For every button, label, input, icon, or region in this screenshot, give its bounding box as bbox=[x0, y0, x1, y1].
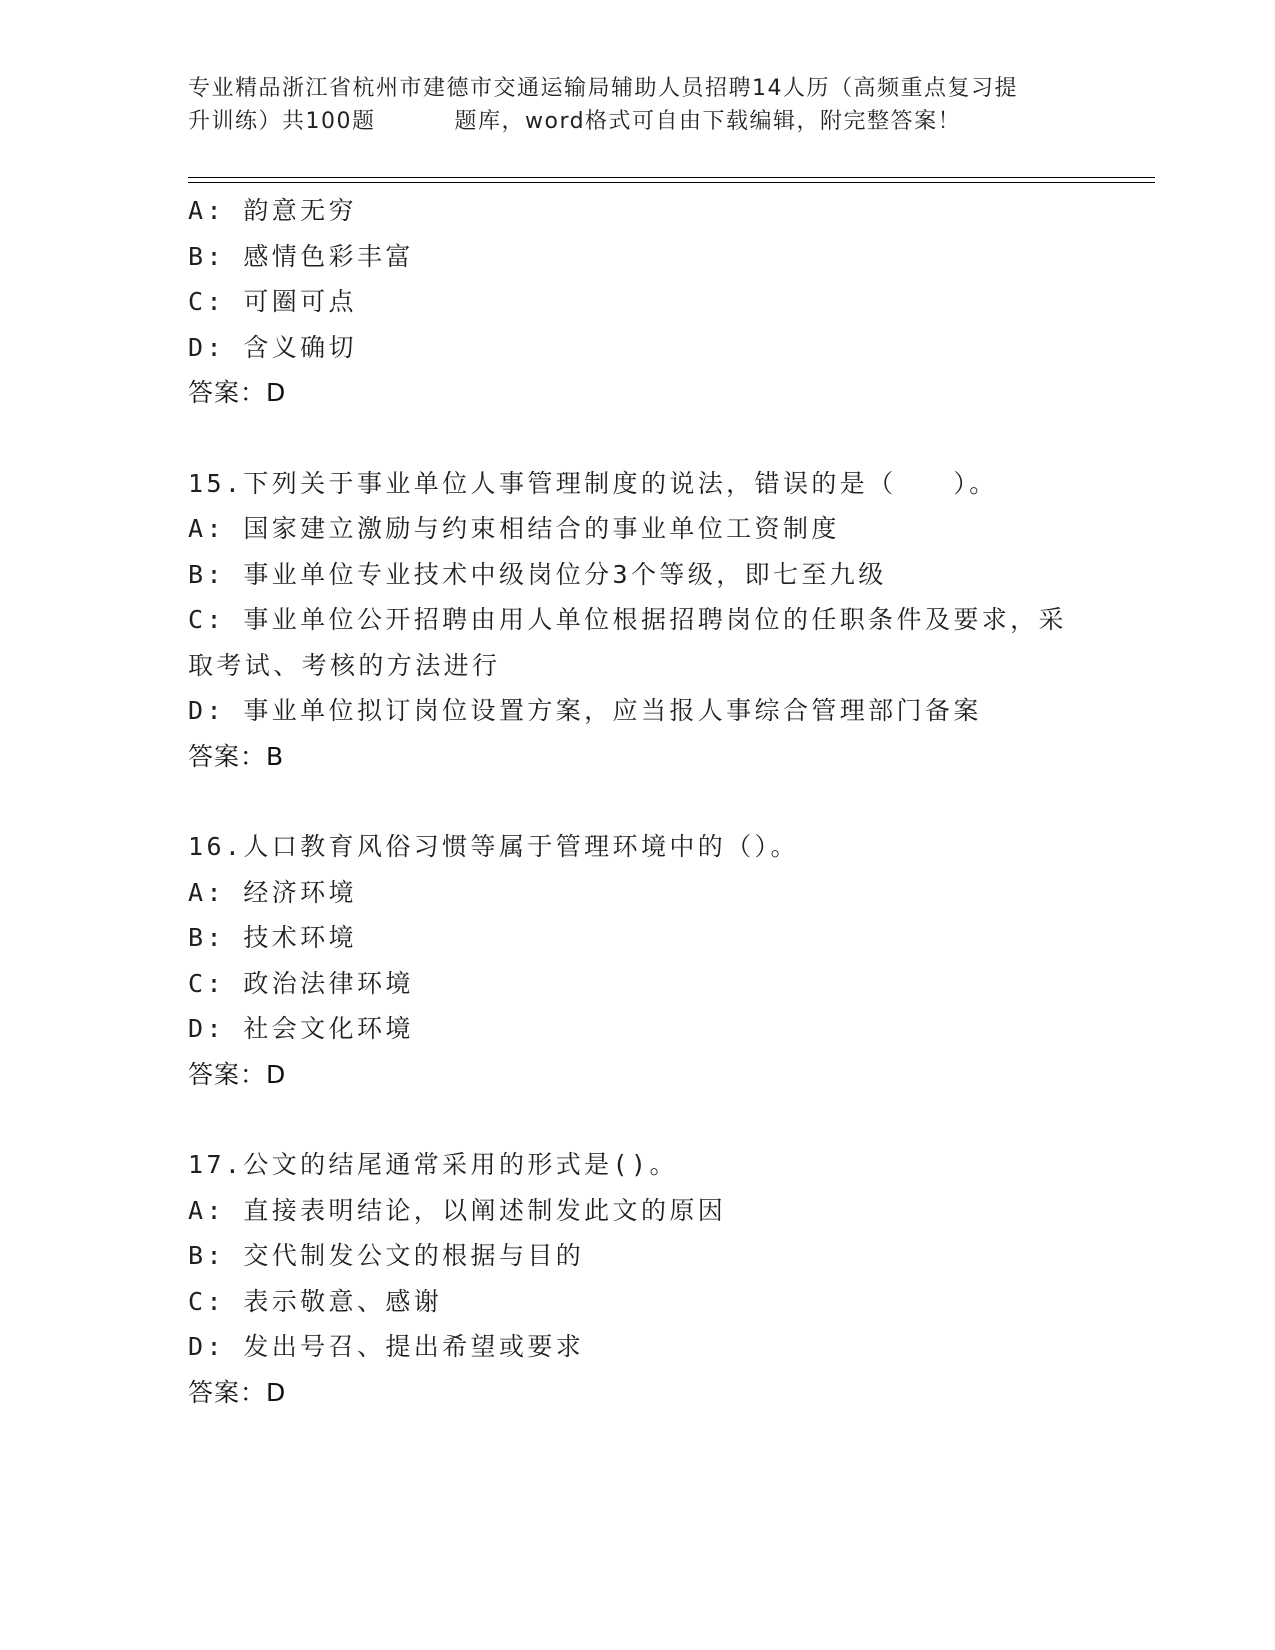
option-b: B: 交代制发公文的根据与目的 bbox=[188, 1241, 585, 1270]
answer-line: 答案：D bbox=[188, 378, 287, 407]
option-d: D: 含义确切 bbox=[188, 332, 357, 362]
option-b: B: 事业单位专业技术中级岗位分3个等级，即七至九级 bbox=[188, 559, 887, 589]
option-a: A: 国家建立激励与约束相结合的事业单位工资制度 bbox=[188, 514, 840, 543]
question-14-block bbox=[188, 188, 1088, 416]
option-c: C: 事业单位公开招聘由用人单位根据招聘岗位的任职条件及要求，采 bbox=[188, 605, 1067, 634]
option-d: D: 事业单位拟订岗位设置方案，应当报人事综合管理部门备案 bbox=[188, 696, 982, 725]
question-list bbox=[188, 188, 1088, 1415]
header-divider-bottom bbox=[188, 182, 1155, 183]
option-c-continuation: 取考试、考核的方法进行 bbox=[188, 650, 501, 680]
answer-line: 答案：B bbox=[188, 741, 285, 771]
option-b: B: 技术环境 bbox=[188, 923, 357, 952]
option-c: C: 政治法律环境 bbox=[188, 968, 414, 998]
header-title-line-1: 专业精品浙江省杭州市建德市交通运输局辅助人员招聘14人历（高频重点复习提 bbox=[188, 76, 1018, 101]
option-c: C: 可圈可点 bbox=[188, 287, 357, 316]
option-a: A: 经济环境 bbox=[188, 877, 357, 907]
answer-line: 答案：D bbox=[188, 1059, 287, 1089]
option-d: D: 发出号召、提出希望或要求 bbox=[188, 1332, 585, 1361]
option-c: C: 表示敬意、感谢 bbox=[188, 1286, 443, 1316]
question-16-block bbox=[188, 824, 1088, 1097]
option-a: A: 韵意无穷 bbox=[188, 196, 357, 225]
answer-line: 答案：D bbox=[188, 1377, 287, 1407]
question-15-block bbox=[188, 461, 1088, 780]
header-title-line-2: 升训练）共100题 题库，word格式可自由下载编辑，附完整答案！ bbox=[188, 109, 962, 134]
question-text: 17.公文的结尾通常采用的形式是()。 bbox=[188, 1150, 678, 1179]
option-d: D: 社会文化环境 bbox=[188, 1014, 414, 1043]
page-header bbox=[188, 72, 1078, 138]
option-b: B: 感情色彩丰富 bbox=[188, 241, 414, 271]
question-text: 15.下列关于事业单位人事管理制度的说法，错误的是（ ）。 bbox=[188, 468, 998, 498]
question-text: 16.人口教育风俗习惯等属于管理环境中的（）。 bbox=[188, 832, 799, 861]
spacer bbox=[188, 416, 1088, 461]
question-17-block bbox=[188, 1142, 1088, 1415]
option-a: A: 直接表明结论，以阐述制发此文的原因 bbox=[188, 1195, 727, 1225]
spacer bbox=[188, 779, 1088, 824]
spacer bbox=[188, 1097, 1088, 1142]
header-divider-top bbox=[188, 177, 1155, 178]
